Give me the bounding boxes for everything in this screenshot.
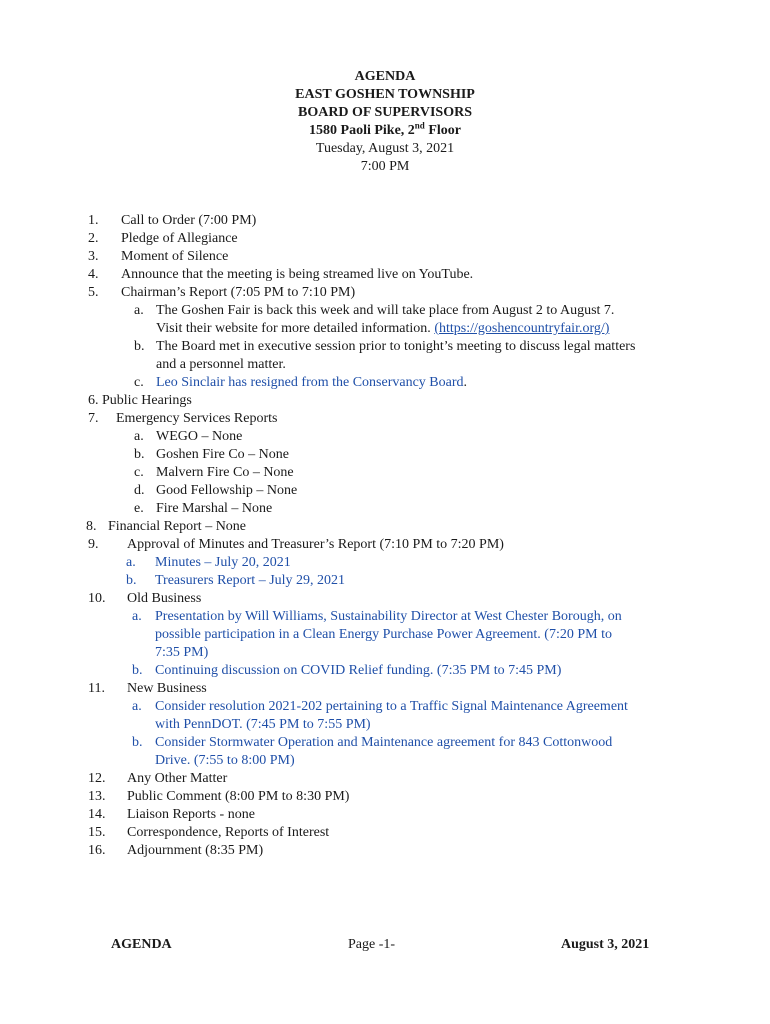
item-public-hearings: Public Hearings xyxy=(102,393,192,408)
subitem-letter: e. xyxy=(134,501,144,516)
address-superscript: nd xyxy=(414,120,425,131)
subitem-letter: a. xyxy=(134,429,144,444)
item-public-comment: Public Comment (8:00 PM to 8:30 PM) xyxy=(127,789,350,804)
item-number: 6. xyxy=(88,393,99,408)
subitem-treasurers-report: Treasurers Report – July 29, 2021 xyxy=(155,573,346,588)
subitem-resignation xyxy=(156,374,467,392)
agenda-title: AGENDA xyxy=(354,69,416,84)
item-number: 4. xyxy=(88,267,99,282)
subitem-letter: b. xyxy=(132,735,143,750)
subitem-covid-relief: Continuing discussion on COVID Relief funding. (7:35 PM to 7:45 PM) xyxy=(155,663,562,678)
fair-website-text: Visit their website for more detailed information. xyxy=(156,321,435,336)
meeting-date: Tuesday, August 3, 2021 xyxy=(315,141,455,156)
footer-agenda-label: AGENDA xyxy=(111,937,172,952)
subitem-wego: WEGO – None xyxy=(156,429,243,444)
subitem-goshen-fair-cont xyxy=(156,320,609,338)
item-number: 7. xyxy=(88,411,99,426)
item-number: 14. xyxy=(88,807,106,822)
subitem-traffic-signal-cont: with PennDOT. (7:45 PM to 7:55 PM) xyxy=(155,717,371,732)
subitem-executive-session-cont: and a personnel matter. xyxy=(156,357,286,372)
item-number: 8. xyxy=(86,519,97,534)
item-pledge: Pledge of Allegiance xyxy=(121,231,238,246)
item-emergency-services: Emergency Services Reports xyxy=(116,411,278,426)
subitem-stormwater-cont: Drive. (7:55 to 8:00 PM) xyxy=(155,753,295,768)
subitem-letter: c. xyxy=(134,375,144,390)
subitem-presentation-time: 7:35 PM) xyxy=(155,645,209,660)
subitem-traffic-signal: Consider resolution 2021-202 pertaining to a Traffic Signal Maintenance Agreement xyxy=(155,699,628,714)
address-floor: Floor xyxy=(424,123,461,138)
goshen-fair-link[interactable]: (https://goshencountryfair.org/) xyxy=(434,321,610,336)
item-liaison-reports: Liaison Reports - none xyxy=(127,807,255,822)
item-call-to-order: Call to Order (7:00 PM) xyxy=(121,213,257,228)
subitem-letter: a. xyxy=(126,555,136,570)
item-financial-report: Financial Report – None xyxy=(108,519,247,534)
subitem-fire-marshal: Fire Marshal – None xyxy=(156,501,273,516)
agenda-header xyxy=(0,68,770,176)
subitem-letter: a. xyxy=(134,303,144,318)
meeting-time: 7:00 PM xyxy=(360,159,410,174)
item-number: 3. xyxy=(88,249,99,264)
item-correspondence: Correspondence, Reports of Interest xyxy=(127,825,330,840)
subitem-minutes: Minutes – July 20, 2021 xyxy=(155,555,291,570)
item-moment-of-silence: Moment of Silence xyxy=(121,249,229,264)
subitem-goshen-fire: Goshen Fire Co – None xyxy=(156,447,289,462)
board-name: BOARD OF SUPERVISORS xyxy=(297,105,472,120)
subitem-presentation-cont: possible participation in a Clean Energy Purchase Power Agreement. (7:20 PM to xyxy=(155,627,612,642)
item-number: 11. xyxy=(88,681,105,696)
resignation-text: Leo Sinclair has resigned from the Conservancy Board xyxy=(156,375,464,390)
item-number: 12. xyxy=(88,771,106,786)
item-number: 2. xyxy=(88,231,99,246)
resignation-period: . xyxy=(463,375,468,390)
subitem-stormwater: Consider Stormwater Operation and Maintenance agreement for 843 Cottonwood xyxy=(155,735,613,750)
footer-page-number: Page -1- xyxy=(348,937,396,952)
subitem-letter: b. xyxy=(126,573,137,588)
item-number: 15. xyxy=(88,825,106,840)
item-old-business: Old Business xyxy=(127,591,202,606)
subitem-letter: a. xyxy=(132,699,142,714)
subitem-letter: b. xyxy=(132,663,143,678)
item-youtube-announcement: Announce that the meeting is being streamed live on YouTube. xyxy=(121,267,474,282)
subitem-letter: d. xyxy=(134,483,145,498)
item-number: 16. xyxy=(88,843,106,858)
meeting-address xyxy=(0,122,770,140)
township-name: EAST GOSHEN TOWNSHIP xyxy=(295,87,475,102)
item-approval-of-minutes: Approval of Minutes and Treasurer’s Report (7:10 PM to 7:20 PM) xyxy=(127,537,504,552)
item-number: 1. xyxy=(88,213,99,228)
subitem-malvern-fire: Malvern Fire Co – None xyxy=(156,465,294,480)
subitem-good-fellowship: Good Fellowship – None xyxy=(156,483,298,498)
item-number: 10. xyxy=(88,591,106,606)
subitem-letter: b. xyxy=(134,339,145,354)
item-chairmans-report: Chairman’s Report (7:05 PM to 7:10 PM) xyxy=(121,285,356,300)
footer-date: August 3, 2021 xyxy=(561,937,650,952)
item-number: 9. xyxy=(88,537,99,552)
item-new-business: New Business xyxy=(127,681,207,696)
item-number: 13. xyxy=(88,789,106,804)
subitem-executive-session: The Board met in executive session prior to tonight’s meeting to discuss legal matters xyxy=(156,339,636,354)
subitem-presentation: Presentation by Will Williams, Sustainability Director at West Chester Borough, on xyxy=(155,609,622,624)
item-adjournment: Adjournment (8:35 PM) xyxy=(127,843,264,858)
item-any-other-matter: Any Other Matter xyxy=(127,771,228,786)
subitem-goshen-fair: The Goshen Fair is back this week and will take place from August 2 to August 7. xyxy=(156,303,615,318)
address-text: 1580 Paoli Pike, 2 xyxy=(309,123,415,138)
subitem-letter: c. xyxy=(134,465,144,480)
item-number: 5. xyxy=(88,285,99,300)
subitem-letter: a. xyxy=(132,609,142,624)
subitem-letter: b. xyxy=(134,447,145,462)
